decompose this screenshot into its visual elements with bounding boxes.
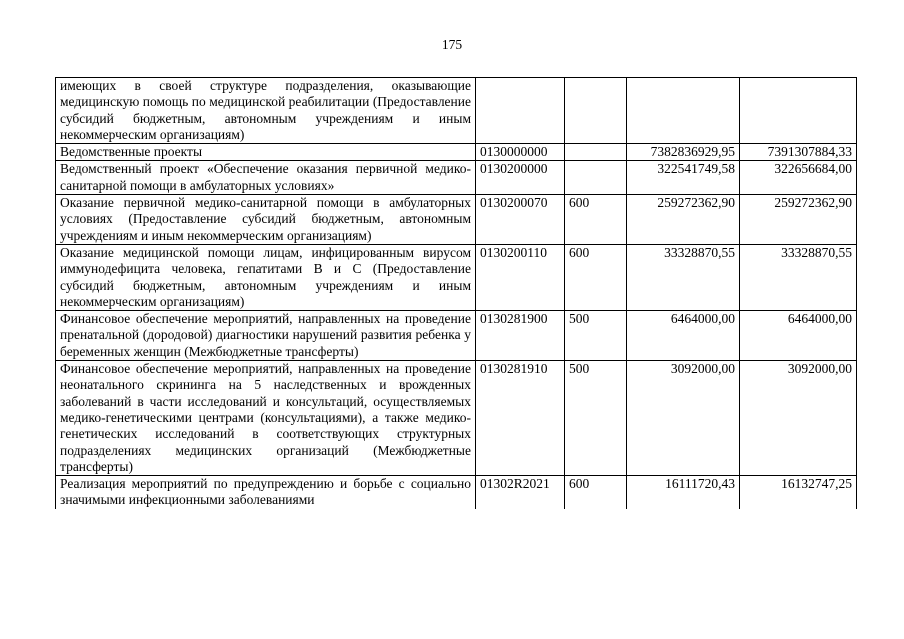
row-sum1-cell: 259272362,90: [627, 195, 740, 245]
row-name-cell: Финансовое обеспечение мероприятий, направленных на проведение пренатальной (дородовой) диагностики нарушений развития ребенка у беременных женщин (Межбюджетные трансферты): [56, 311, 476, 361]
row-code-cell: 0130281900: [476, 311, 565, 361]
budget-table: [55, 77, 857, 509]
row-sum1-cell: 33328870,55: [627, 244, 740, 310]
row-sum1-cell: 322541749,58: [627, 161, 740, 195]
row-code-cell: 0130281910: [476, 361, 565, 476]
row-expense-type-cell: [565, 144, 627, 161]
row-name-cell: Оказание медицинской помощи лицам, инфицированным вирусом иммунодефицита человека, гепатитами B и C (Предоставление субсидий бюджетным, автономным учреждениям и иным некоммерческим организациям): [56, 244, 476, 310]
row-expense-type-cell: [565, 78, 627, 144]
budget-table-body: [56, 78, 857, 509]
row-sum2-cell: 6464000,00: [740, 311, 857, 361]
table-row: [56, 78, 857, 144]
row-expense-type-cell: 500: [565, 311, 627, 361]
row-expense-type-cell: [565, 161, 627, 195]
row-expense-type-cell: 600: [565, 476, 627, 509]
row-sum2-cell: 33328870,55: [740, 244, 857, 310]
row-name-cell: Ведомственные проекты: [56, 144, 476, 161]
row-sum2-cell: [740, 78, 857, 144]
row-code-cell: [476, 78, 565, 144]
table-row: [56, 244, 857, 310]
page-bottom-margin: [0, 583, 904, 639]
row-sum2-cell: 259272362,90: [740, 195, 857, 245]
row-sum1-cell: 3092000,00: [627, 361, 740, 476]
row-code-cell: 01302R2021: [476, 476, 565, 509]
row-name-cell: Оказание первичной медико-санитарной помощи в амбулаторных условиях (Предоставление субсидий бюджетным, автономным учреждениям и иным некоммерческим организациям): [56, 195, 476, 245]
row-expense-type-cell: 500: [565, 361, 627, 476]
row-sum1-cell: 6464000,00: [627, 311, 740, 361]
row-code-cell: 0130200000: [476, 161, 565, 195]
row-code-cell: 0130200110: [476, 244, 565, 310]
row-name-cell: Ведомственный проект «Обеспечение оказания первичной медико-санитарной помощи в амбулаторных условиях»: [56, 161, 476, 195]
row-sum1-cell: 16111720,43: [627, 476, 740, 509]
row-name-cell: Реализация мероприятий по предупреждению и борьбе с социально значимыми инфекционными заболеваниями: [56, 476, 476, 509]
table-row: [56, 195, 857, 245]
row-code-cell: 0130200070: [476, 195, 565, 245]
table-row: [56, 144, 857, 161]
row-sum1-cell: 7382836929,95: [627, 144, 740, 161]
row-sum2-cell: 322656684,00: [740, 161, 857, 195]
row-expense-type-cell: 600: [565, 195, 627, 245]
row-name-cell: Финансовое обеспечение мероприятий, направленных на проведение неонатального скрининга на 5 наследственных и врожденных заболеваний в части исследований и консультаций, осуществляемых медико-генетическими центрами (консультациями), а также медико-генетических исследований в соответствующих структурных подразделениях медицинских организаций (Межбюджетные трансферты): [56, 361, 476, 476]
row-sum2-cell: 7391307884,33: [740, 144, 857, 161]
table-row: [56, 476, 857, 509]
row-expense-type-cell: 600: [565, 244, 627, 310]
row-sum2-cell: 16132747,25: [740, 476, 857, 509]
table-row: [56, 311, 857, 361]
page-number: 175: [441, 37, 463, 52]
row-sum1-cell: [627, 78, 740, 144]
row-name-cell: имеющих в своей структуре подразделения, оказывающие медицинскую помощь по медицинской реабилитации (Предоставление субсидий бюджетным, автономным учреждениям и иным некоммерческим организациям): [56, 78, 476, 144]
row-code-cell: 0130000000: [476, 144, 565, 161]
table-row: [56, 361, 857, 476]
table-row: [56, 161, 857, 195]
row-sum2-cell: 3092000,00: [740, 361, 857, 476]
